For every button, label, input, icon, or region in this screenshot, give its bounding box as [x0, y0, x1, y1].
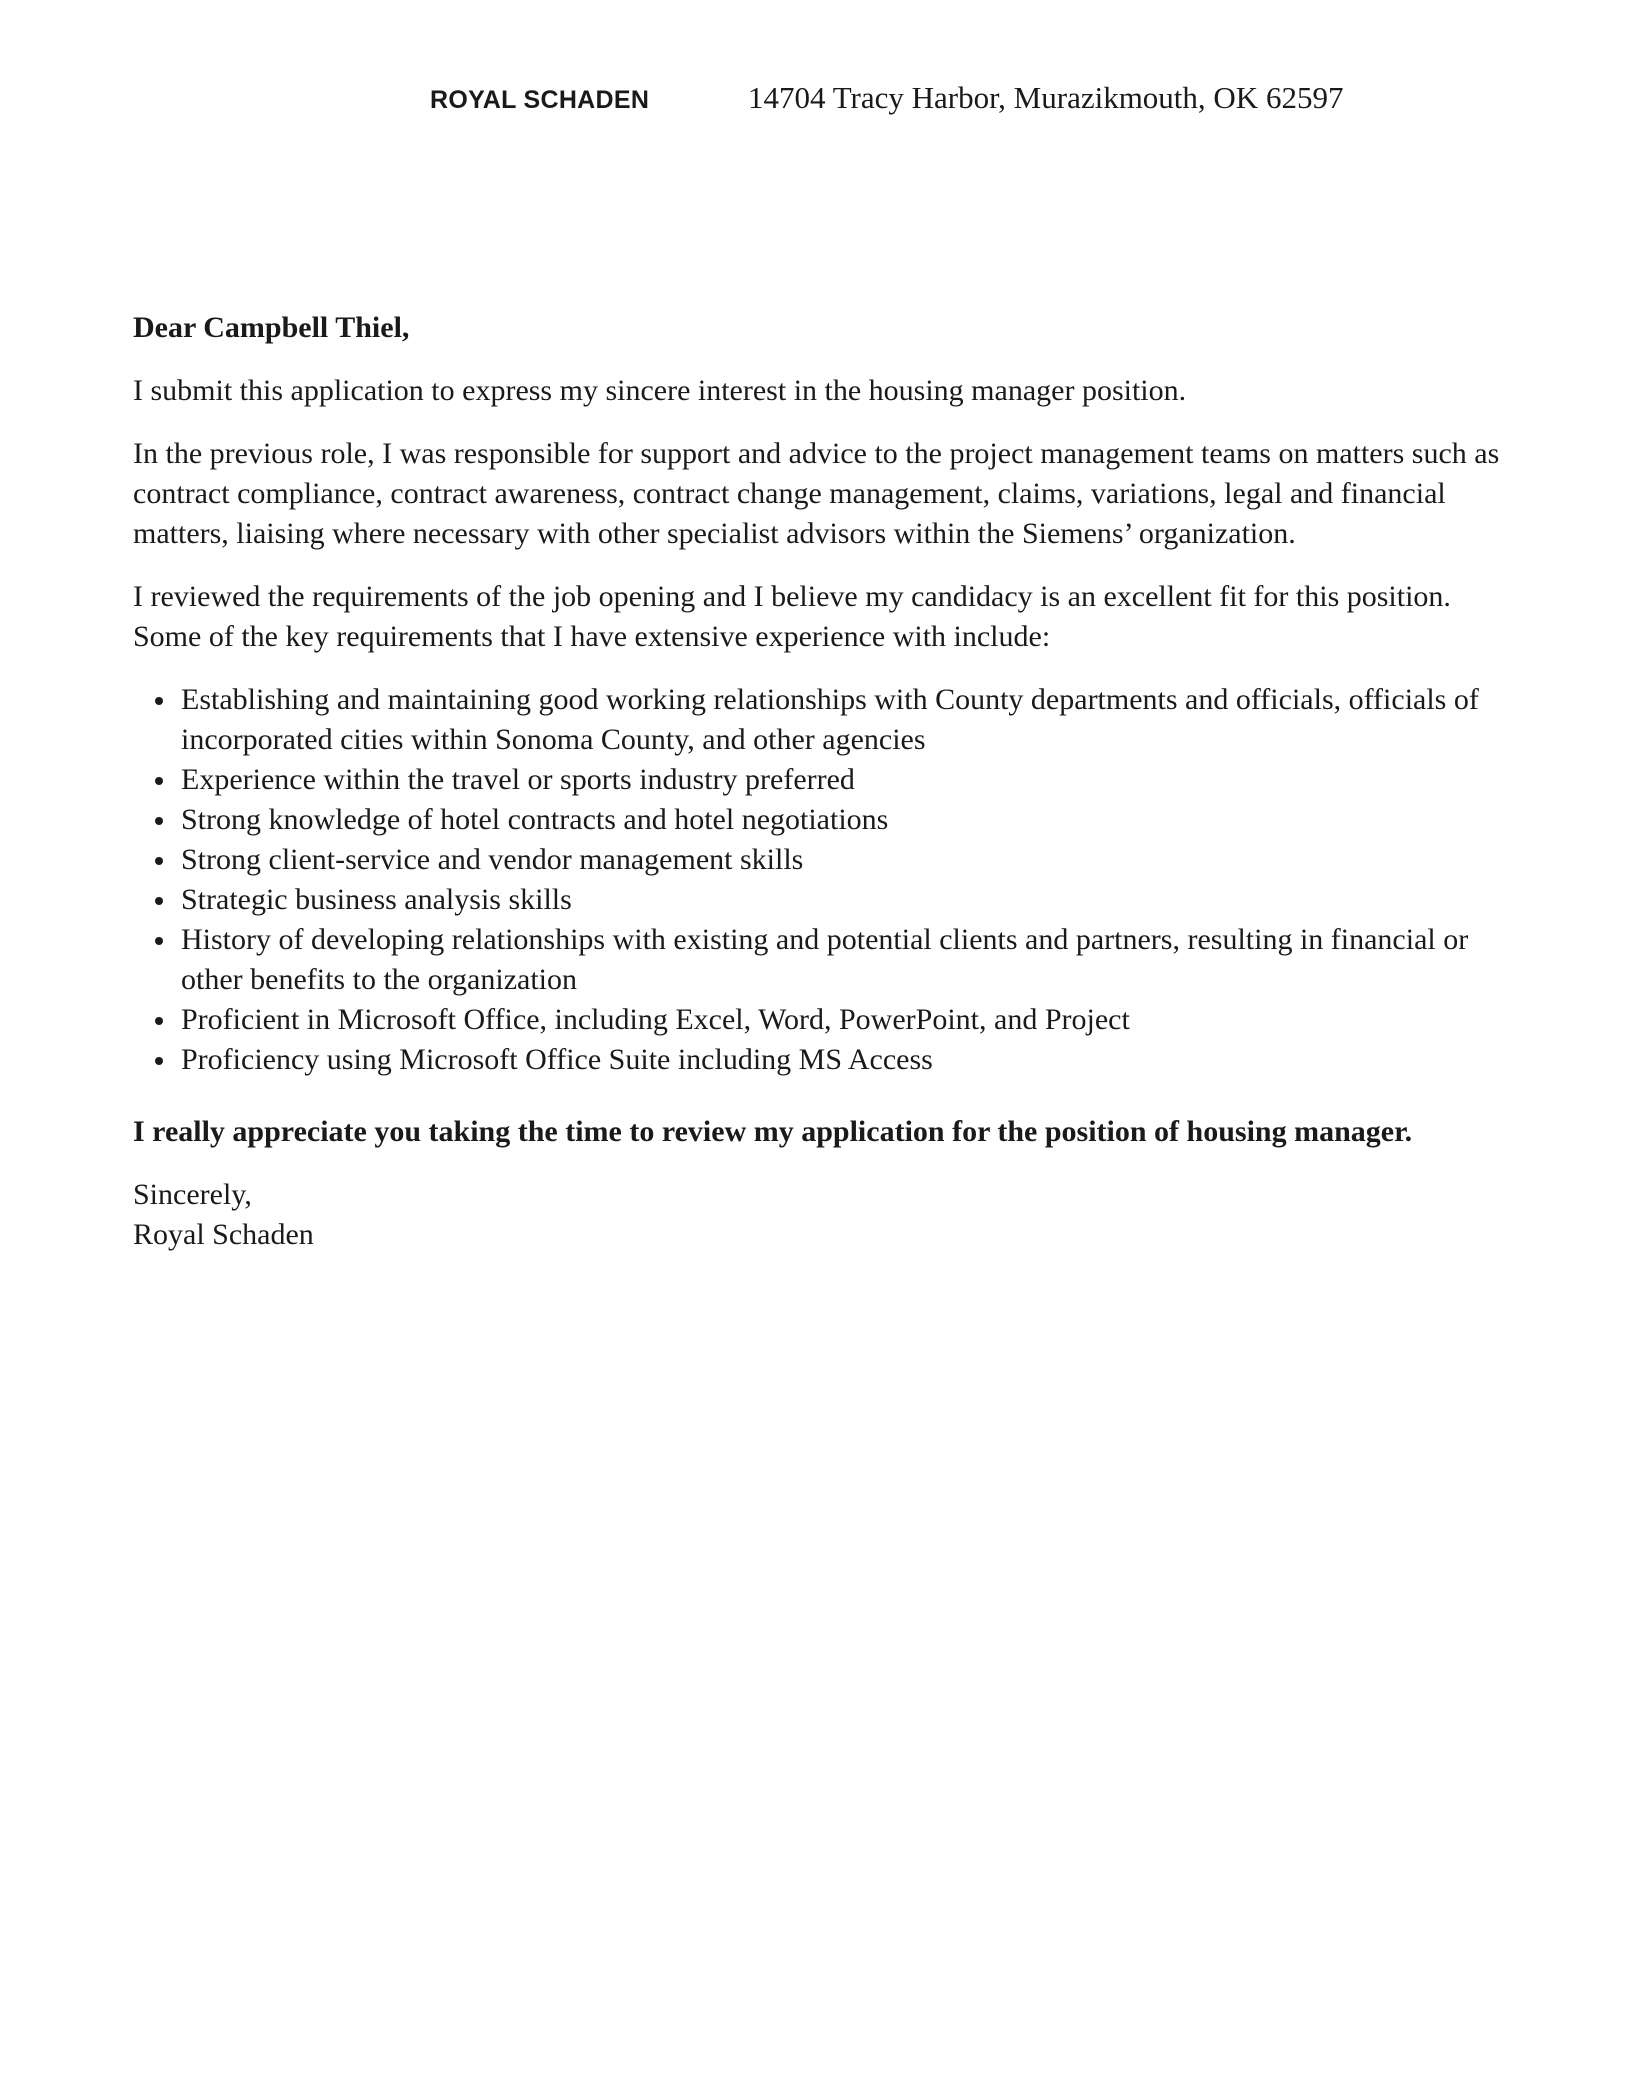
- signoff: [133, 1175, 1508, 1255]
- letter-header: [0, 80, 1632, 124]
- requirements-intro-paragraph: I reviewed the requirements of the job opening and I believe my candidacy is an excellent fit for this position. Some of the key requirements that I have extensive experience with include:: [133, 580, 1451, 653]
- salutation: Dear Campbell Thiel,: [133, 311, 410, 344]
- list-item: Strong client-service and vendor management skills: [181, 840, 1508, 880]
- list-item: Experience within the travel or sports industry preferred: [181, 760, 1508, 800]
- letter-body: [133, 308, 1508, 1255]
- requirements-list: [133, 680, 1508, 1080]
- signoff-text: Sincerely,: [133, 1178, 252, 1211]
- list-item: Proficient in Microsoft Office, including Excel, Word, PowerPoint, and Project: [181, 1000, 1508, 1040]
- list-item: Proficiency using Microsoft Office Suite including MS Access: [181, 1040, 1508, 1080]
- experience-paragraph: In the previous role, I was responsible for support and advice to the project management teams on matters such as contract compliance, contract awareness, contract change management, claims, variations, legal and financial matters, liaising where necessary with other specialist advisors within the Siemens’ organization.: [133, 437, 1500, 550]
- sender-address: 14704 Tracy Harbor, Murazikmouth, OK 62597: [748, 80, 1344, 115]
- list-item: Strategic business analysis skills: [181, 880, 1508, 920]
- signature-name: Royal Schaden: [133, 1218, 314, 1251]
- sender-name: ROYAL SCHADEN: [430, 86, 650, 114]
- list-item: History of developing relationships with existing and potential clients and partners, resulting in financial or other benefits to the organization: [181, 920, 1508, 1000]
- list-item: Strong knowledge of hotel contracts and hotel negotiations: [181, 800, 1508, 840]
- closing-statement: I really appreciate you taking the time to review my application for the position of housing manager.: [133, 1115, 1413, 1148]
- list-item: Establishing and maintaining good working relationships with County departments and officials, officials of incorporated cities within Sonoma County, and other agencies: [181, 680, 1508, 760]
- intro-paragraph: I submit this application to express my sincere interest in the housing manager position.: [133, 374, 1187, 407]
